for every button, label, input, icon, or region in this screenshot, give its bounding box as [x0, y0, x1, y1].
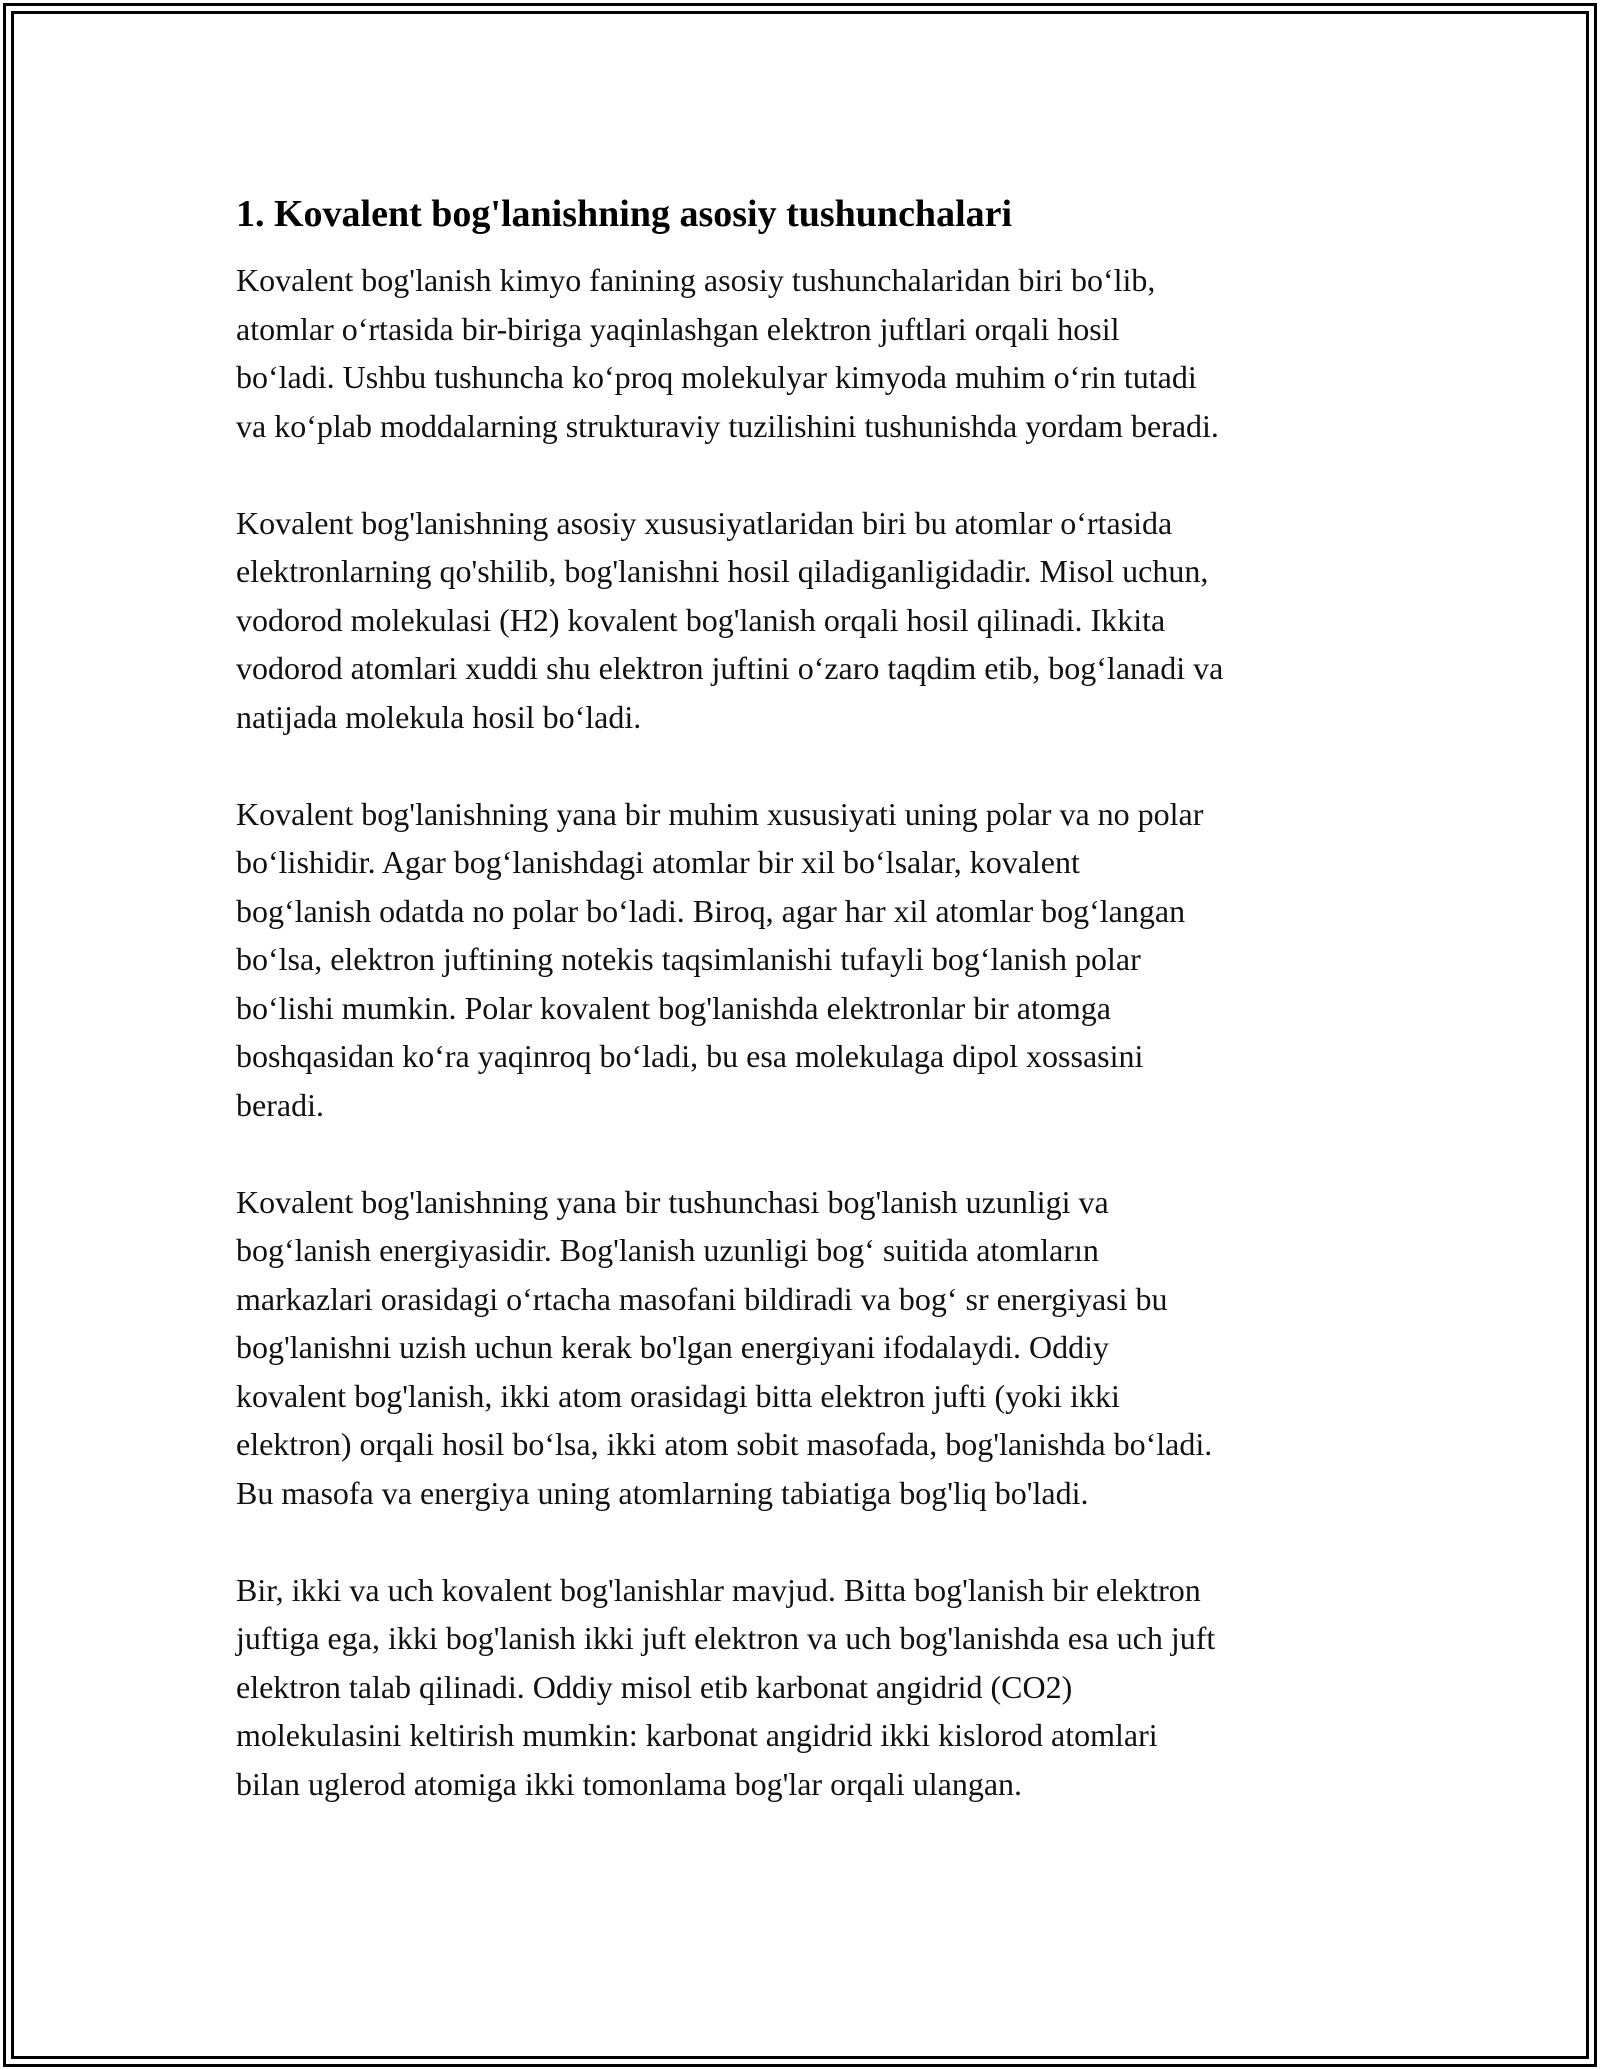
text-line: Kovalent bog'lanishning yana bir muhim xususiyati uning polar va no polar	[236, 795, 1204, 832]
text-line: bo‘lishidir. Agar bog‘lanishdagi atomlar bir xil bo‘lsalar, kovalent	[236, 844, 1080, 880]
text-line: boshqasidan ko‘ra yaqinroq bo‘ladi, bu esa molekulaga dipol xossasini	[236, 1038, 1144, 1074]
paragraph-4	[236, 1178, 1381, 1518]
section-heading: 1. Kovalent bog'lanishning asosiy tushunchalari	[236, 193, 1013, 235]
text-line: elektronlarning qo'shilib, bog'lanishni hosil qiladiganligidadir. Misol uchun,	[236, 553, 1209, 589]
text-line: bo‘lishi mumkin. Polar kovalent bog'lanishda elektronlar bir atomga	[236, 989, 1111, 1026]
text-line: kovalent bog'lanish, ikki atom orasidagi bitta elektron jufti (yoki ikki	[236, 1377, 1120, 1414]
text-line: bo‘ladi. Ushbu tushuncha ko‘proq molekulyar kimyoda muhim o‘rin tutadi	[236, 359, 1197, 395]
paragraph-2	[236, 499, 1381, 742]
text-line: markazlari orasidagi o‘rtacha masofani bildiradi va bog‘ sr energiyasi bu	[236, 1280, 1168, 1317]
paragraph-1	[236, 256, 1381, 450]
paragraph-5	[236, 1566, 1381, 1809]
text-line: bog‘lanish odatda no polar bo‘ladi. Biroq, agar har xil atomlar bog‘langan	[236, 892, 1186, 929]
text-line: Kovalent bog'lanish kimyo fanining asosiy tushunchalaridan biri bo‘lib,	[236, 262, 1156, 298]
paragraph-3	[236, 790, 1381, 1130]
text-line: Kovalent bog'lanishning asosiy xususiyatlaridan biri bu atomlar o‘rtasida	[236, 504, 1173, 541]
text-line: Kovalent bog'lanishning yana bir tushunchasi bog'lanish uzunligi va	[236, 1183, 1109, 1220]
text-line: atomlar o‘rtasida bir-biriga yaqinlashgan elektron juftlari orqali hosil	[236, 310, 1120, 347]
text-line: Bir, ikki va uch kovalent bog'lanishlar mavjud. Bitta bog'lanish bir elektron	[236, 1571, 1201, 1608]
text-line: elektron talab qilinadi. Oddiy misol etib karbonat angidrid (CO2)	[236, 1668, 1073, 1705]
text-line: vodorod atomlari xuddi shu elektron juftini o‘zaro taqdim etib, bog‘lanadi va	[236, 650, 1224, 686]
text-line: bilan uglerod atomiga ikki tomonlama bog'lar orqali ulangan.	[236, 1765, 1023, 1802]
text-line: molekulasini keltirish mumkin: karbonat angidrid ikki kislorod atomlari	[236, 1717, 1158, 1753]
text-line: bog'lanishni uzish uchun kerak bo'lgan energiyani ifodalaydi. Oddiy	[236, 1329, 1109, 1365]
text-line: vodorod molekulasi (H2) kovalent bog'lanish orqali hosil qilinadi. Ikkita	[236, 601, 1166, 638]
text-line: natijada molekula hosil bo‘ladi.	[236, 698, 642, 735]
document-body	[236, 184, 1381, 1857]
text-line: va ko‘plab moddalarning strukturaviy tuzilishini tushunishda yordam beradi.	[236, 407, 1219, 444]
text-line: juftiga ega, ikki bog'lanish ikki juft elektron va uch bog'lanishda esa uch juft	[236, 1620, 1216, 1656]
text-line: Bu masofa va energiya uning atomlarning tabiatiga bog'liq bo'ladi.	[236, 1474, 1089, 1511]
text-line: bo‘lsa, elektron juftining notekis taqsimlanishi tufayli bog‘lanish polar	[236, 941, 1141, 977]
text-line: bog‘lanish energiyasidir. Bog'lanish uzunligi bog‘ suitida atomların	[236, 1232, 1099, 1268]
text-line: beradi.	[236, 1086, 324, 1123]
text-line: elektron) orqali hosil bo‘lsa, ikki atom sobit masofada, bog'lanishda bo‘ladi.	[236, 1426, 1213, 1462]
